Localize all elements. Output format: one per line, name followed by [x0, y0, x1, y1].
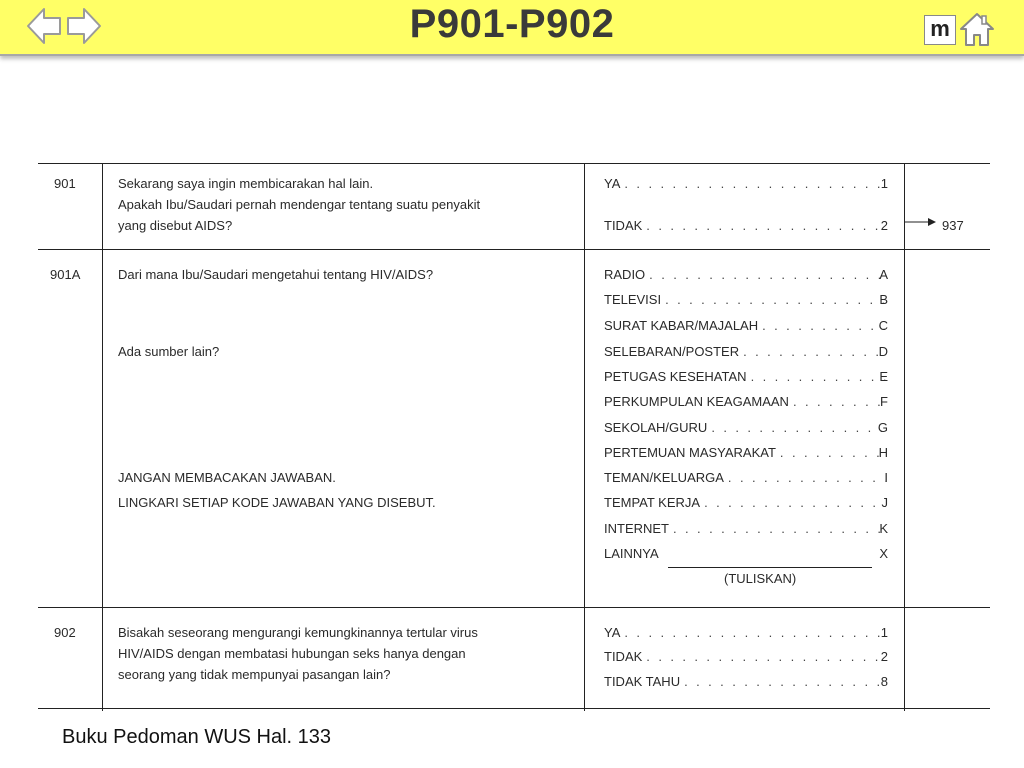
leader-dots	[780, 444, 886, 461]
write-in-line[interactable]	[668, 567, 872, 568]
answer-code: A	[879, 267, 888, 282]
answer-label: PERKUMPULAN KEAGAMAAN	[604, 394, 789, 409]
answer-code: B	[879, 292, 888, 307]
answer-option[interactable]	[604, 673, 886, 690]
answer-option[interactable]	[604, 317, 886, 334]
answer-code: 1	[880, 176, 888, 191]
answer-label: SEKOLAH/GURU	[604, 420, 708, 435]
answer-label: TIDAK	[604, 649, 643, 664]
answer-option[interactable]	[604, 520, 886, 537]
question-number: 901	[54, 176, 76, 191]
answer-label: TELEVISI	[604, 292, 662, 307]
answer-code: K	[879, 521, 888, 536]
leader-dots	[762, 317, 886, 334]
leader-dots	[793, 393, 886, 410]
answer-option[interactable]	[604, 624, 886, 641]
answer-label: YA	[604, 625, 621, 640]
question-text: Dari mana Ibu/Saudari mengetahui tentang HIV/AIDS?	[118, 267, 434, 282]
answer-option[interactable]	[604, 266, 886, 283]
answer-option[interactable]	[604, 291, 886, 308]
skip-target: 937	[942, 218, 964, 233]
leader-dots	[711, 419, 886, 436]
leader-dots	[646, 648, 886, 665]
answer-code: D	[878, 344, 888, 359]
answer-option[interactable]	[604, 368, 886, 385]
leader-dots	[673, 520, 886, 537]
column-divider	[584, 163, 585, 711]
answer-code: H	[878, 445, 888, 460]
column-divider	[102, 163, 103, 711]
answer-label: TIDAK	[604, 218, 643, 233]
leader-dots	[649, 266, 886, 283]
leader-dots	[751, 368, 886, 385]
source-footnote: Buku Pedoman WUS Hal. 133	[62, 726, 332, 748]
answer-label: PERTEMUAN MASYARAKAT	[604, 445, 776, 460]
leader-dots	[624, 175, 886, 192]
leader-dots	[684, 673, 886, 690]
answer-label: SURAT KABAR/MAJALAH	[604, 318, 759, 333]
answer-option[interactable]	[604, 494, 886, 511]
answer-option[interactable]	[604, 469, 886, 486]
answer-code: 1	[880, 625, 888, 640]
answer-option[interactable]	[604, 545, 886, 562]
instruction-text: JANGAN MEMBACAKAN JAWABAN.	[118, 470, 336, 485]
row-divider	[38, 249, 990, 250]
answer-code: 2	[880, 218, 888, 233]
leader-dots	[624, 624, 886, 641]
write-in-hint: (TULISKAN)	[724, 571, 797, 586]
answer-code: F	[880, 394, 888, 409]
header-bar	[0, 0, 1024, 56]
answer-code: X	[879, 546, 888, 561]
answer-code: I	[884, 470, 888, 485]
table-border-bottom	[38, 708, 990, 709]
question-text: seorang yang tidak mempunyai pasangan lain?	[118, 667, 391, 682]
answer-label: TIDAK TAHU	[604, 674, 681, 689]
answer-code: 8	[880, 674, 888, 689]
instruction-text: LINGKARI SETIAP KODE JAWABAN YANG DISEBUT.	[118, 495, 436, 510]
answer-code: E	[879, 369, 888, 384]
question-number: 902	[54, 625, 76, 640]
table-border-top	[38, 163, 990, 164]
answer-option[interactable]	[604, 648, 886, 665]
answer-label: INTERNET	[604, 521, 669, 536]
answer-label: LAINNYA	[604, 546, 659, 561]
answer-label: TEMPAT KERJA	[604, 495, 701, 510]
answer-option[interactable]	[604, 393, 886, 410]
answer-option[interactable]	[604, 217, 886, 234]
answer-label: SELEBARAN/POSTER	[604, 344, 740, 359]
answer-code: J	[881, 495, 888, 510]
home-icon[interactable]	[958, 10, 996, 48]
answer-option[interactable]	[604, 419, 886, 436]
leader-dots	[646, 217, 886, 234]
leader-dots	[728, 469, 886, 486]
question-text: Bisakah seseorang mengurangi kemungkinannya tertular virus	[118, 625, 478, 640]
answer-code: C	[878, 318, 888, 333]
answer-option[interactable]	[604, 444, 886, 461]
answer-label: RADIO	[604, 267, 646, 282]
leader-dots	[743, 343, 886, 360]
row-divider	[38, 607, 990, 608]
column-divider	[904, 163, 905, 711]
question-number: 901A	[50, 267, 81, 282]
leader-dots	[704, 494, 886, 511]
answer-code: 2	[880, 649, 888, 664]
answer-code: G	[877, 420, 888, 435]
answer-label: TEMAN/KELUARGA	[604, 470, 724, 485]
probe-text: Ada sumber lain?	[118, 344, 220, 359]
m-badge[interactable]: m	[924, 15, 956, 45]
question-text: HIV/AIDS dengan membatasi hubungan seks hanya dengan	[118, 646, 466, 661]
question-text: yang disebut AIDS?	[118, 218, 233, 233]
answer-label: YA	[604, 176, 621, 191]
questionnaire-table	[38, 163, 990, 711]
question-text: Sekarang saya ingin membicarakan hal lain.	[118, 176, 374, 191]
answer-label: PETUGAS KESEHATAN	[604, 369, 747, 384]
answer-option[interactable]	[604, 343, 886, 360]
page-title: P901-P902	[409, 2, 615, 46]
question-text: Apakah Ibu/Saudari pernah mendengar tentang suatu penyakit	[118, 197, 481, 212]
answer-option[interactable]	[604, 175, 886, 192]
leader-dots	[665, 291, 886, 308]
skip-arrow-icon	[904, 216, 938, 228]
